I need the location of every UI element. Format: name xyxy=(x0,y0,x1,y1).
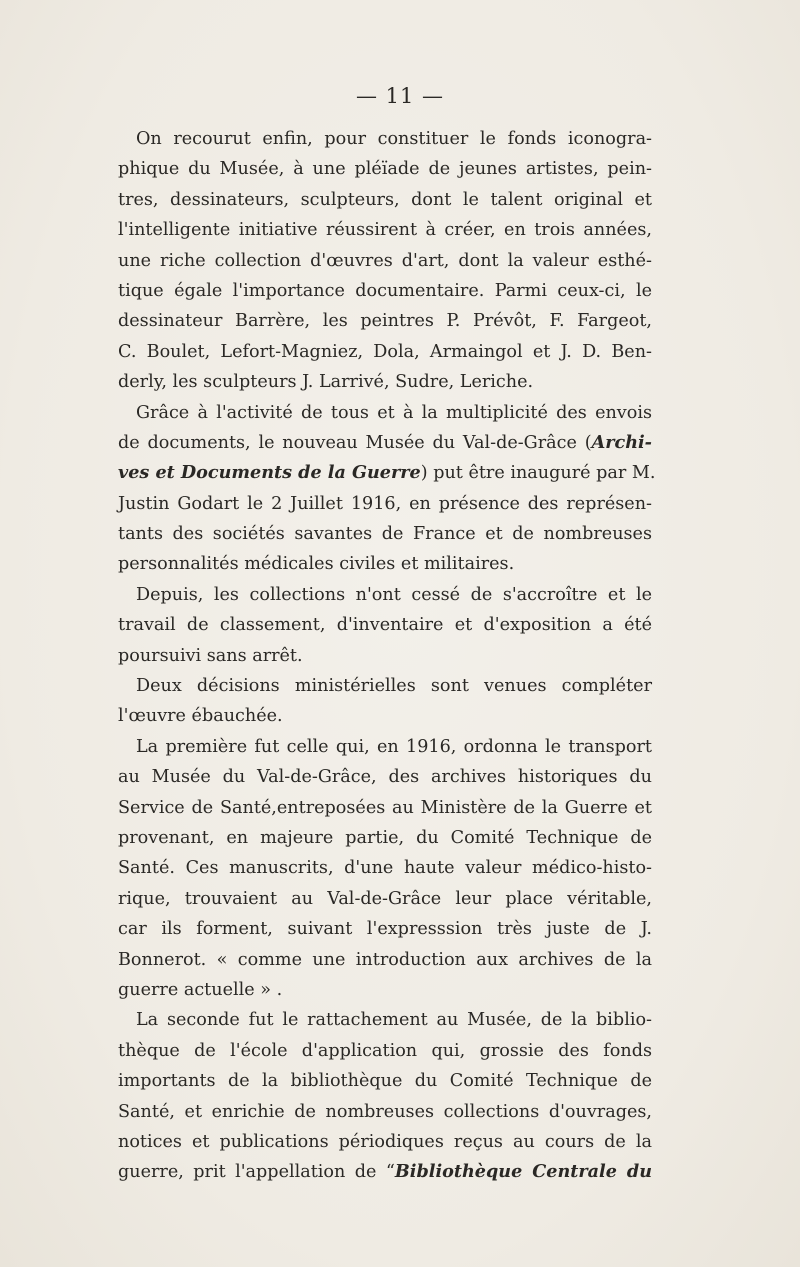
text-line xyxy=(118,823,652,853)
text-segment: personnalités médicales civiles et militaires. xyxy=(118,554,515,575)
text-segment: l'œuvre ébauchée. xyxy=(118,706,283,727)
paragraph xyxy=(118,1005,652,1187)
text-line xyxy=(118,610,652,640)
text-segment: Deux décisions ministérielles sont venues compléter xyxy=(136,676,652,697)
italic-text: Bibliothèque Centrale du xyxy=(394,1161,652,1183)
text-line xyxy=(118,945,652,975)
text-line xyxy=(118,884,652,914)
text-segment: importants de la bibliothèque du Comité Technique de xyxy=(118,1071,652,1092)
text-line xyxy=(118,1036,652,1066)
text-segment: une riche collection d'œuvres d'art, dont la valeur esthé- xyxy=(118,250,652,271)
text-line xyxy=(118,185,652,215)
text-segment: phique du Musée, à une pléïade de jeunes artistes, pein- xyxy=(118,159,652,180)
text-segment: rique, trouvaient au Val-de-Grâce leur place véritable, xyxy=(118,888,652,909)
text-line xyxy=(118,367,652,397)
text-line xyxy=(118,428,652,458)
text-segment: Bonnerot. « comme une introduction aux archives de la xyxy=(118,949,652,970)
text-line xyxy=(118,489,652,519)
text-line xyxy=(118,1127,652,1157)
text-segment: tres, dessinateurs, sculpteurs, dont le talent original et xyxy=(118,189,652,210)
text-line xyxy=(118,701,652,731)
text-segment: l'intelligente initiative réussirent à créer, en trois années, xyxy=(118,220,652,241)
text-segment: On recourut enfin, pour constituer le fonds iconogra- xyxy=(136,129,652,149)
text-line xyxy=(118,853,652,883)
body-text xyxy=(118,124,656,1188)
text-line xyxy=(118,732,652,762)
page-number: — 11 — xyxy=(355,84,445,108)
text-segment: Grâce à l'activité de tous et à la multiplicité des envois xyxy=(136,402,652,423)
text-line xyxy=(118,1066,652,1096)
text-segment: dessinateur Barrère, les peintres P. Prévôt, F. Fargeot, xyxy=(118,311,652,332)
text-line xyxy=(118,1097,652,1127)
text-segment: poursuivi sans arrêt. xyxy=(118,645,303,666)
text-segment: La première fut celle qui, en 1916, ordonna le transport xyxy=(136,736,652,757)
text-line xyxy=(118,975,652,1005)
text-segment: provenant, en majeure partie, du Comité Technique de xyxy=(118,827,652,848)
italic-text: ves et Documents de la Guerre xyxy=(118,462,421,484)
text-line xyxy=(118,519,652,549)
text-line xyxy=(118,154,652,184)
text-line xyxy=(118,580,652,610)
text-segment: Santé, et enrichie de nombreuses collections d'ouvrages, xyxy=(118,1101,652,1122)
text-segment: thèque de l'école d'application qui, grossie des fonds xyxy=(118,1040,652,1061)
text-line xyxy=(118,398,652,428)
text-segment: notices et publications périodiques reçus au cours de la xyxy=(118,1131,652,1152)
text-segment: ) put être inauguré par M. xyxy=(420,463,656,484)
text-segment: car ils forment, suivant l'expresssion très juste de J. xyxy=(118,919,652,940)
text-line xyxy=(118,215,652,245)
text-segment: Justin Godart le 2 Juillet 1916, en présence des représen- xyxy=(118,493,652,514)
text-segment: de documents, le nouveau Musée du Val-de-Grâce ( xyxy=(118,432,592,453)
text-segment: guerre, prit l'appellation de “ xyxy=(118,1162,395,1183)
text-line xyxy=(118,337,652,367)
text-line xyxy=(118,306,652,336)
text-segment: tique égale l'importance documentaire. Parmi ceux-ci, le xyxy=(118,280,652,301)
text-line xyxy=(118,671,652,701)
text-segment: Service de Santé,entreposées au Ministère de la Guerre et xyxy=(118,797,652,818)
text-line xyxy=(118,1005,652,1035)
text-line xyxy=(118,1157,652,1187)
text-line xyxy=(118,276,652,306)
text-line xyxy=(118,641,652,671)
text-segment: guerre actuelle » . xyxy=(118,979,283,1000)
text-segment: C. Boulet, Lefort-Magniez, Dola, Armaingol et J. D. Ben- xyxy=(118,341,652,362)
text-segment: au Musée du Val-de-Grâce, des archives historiques du xyxy=(118,767,652,788)
text-line xyxy=(118,246,652,276)
text-line xyxy=(118,762,652,792)
text-line xyxy=(118,549,652,579)
text-segment: derly, les sculpteurs J. Larrivé, Sudre, Leriche. xyxy=(118,372,534,393)
text-line xyxy=(118,914,652,944)
italic-text: Archi- xyxy=(591,431,652,453)
text-line xyxy=(118,793,652,823)
text-line xyxy=(118,458,656,488)
paragraph xyxy=(118,732,652,1006)
paragraph xyxy=(118,124,652,398)
text-segment: tants des sociétés savantes de France et de nombreuses xyxy=(118,524,652,545)
text-segment: Santé. Ces manuscrits, d'une haute valeur médico-histo- xyxy=(118,858,652,879)
text-line xyxy=(118,124,652,154)
paragraph xyxy=(118,671,652,732)
text-segment: Depuis, les collections n'ont cessé de s'accroître et le xyxy=(136,584,652,605)
paragraph xyxy=(118,580,652,671)
text-segment: travail de classement, d'inventaire et d'exposition a été xyxy=(118,615,652,636)
paragraph xyxy=(118,398,656,580)
text-segment: La seconde fut le rattachement au Musée, de la biblio- xyxy=(136,1010,652,1031)
